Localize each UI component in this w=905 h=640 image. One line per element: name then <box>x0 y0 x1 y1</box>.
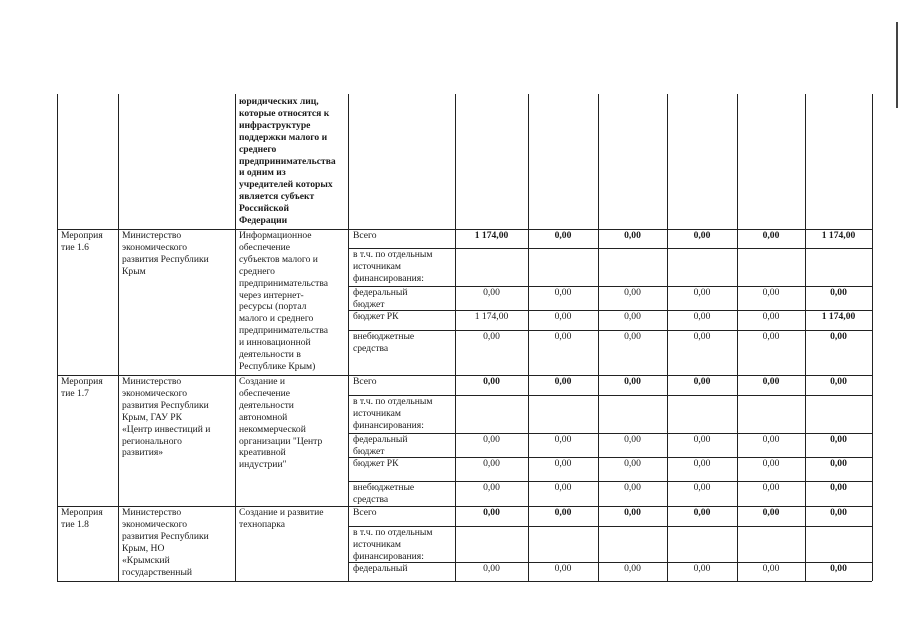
amount-cell: 0,00 <box>554 482 572 493</box>
amount-cell: 0,00 <box>762 458 780 469</box>
amount-cell: 0,00 <box>693 458 711 469</box>
amount-cell: 0,00 <box>554 331 572 342</box>
amount-cell: 0,00 <box>693 376 711 387</box>
executor-text: Министерство экономического развития Республики Крым, НО «Крымский государственный <box>122 507 209 578</box>
amount-cell: 0,00 <box>830 287 847 298</box>
funding-source-label: в т.ч. по отдельным источникам финансирования: <box>353 396 433 431</box>
amount-cell: 1 174,00 <box>821 311 856 322</box>
funding-source-label: федеральный бюджет <box>353 434 408 457</box>
amount-cell: 0,00 <box>483 563 500 574</box>
executor-text: Министерство экономического развития Республики Крым <box>122 230 209 277</box>
amount-cell: 0,00 <box>830 376 847 387</box>
amount-cell: 0,00 <box>762 331 780 342</box>
amount-cell: 0,00 <box>554 563 572 574</box>
amount-cell: 0,00 <box>693 287 711 298</box>
event-label: Мероприя тие 1.8 <box>61 507 103 530</box>
amount-cell: 1 174,00 <box>474 311 509 322</box>
table-vertical-line <box>872 94 873 581</box>
amount-cell: 0,00 <box>624 458 641 469</box>
table-vertical-line <box>348 94 349 581</box>
amount-cell: 0,00 <box>693 563 711 574</box>
amount-cell: 0,00 <box>554 458 572 469</box>
funding-source-label: федеральный бюджет <box>353 287 408 310</box>
description-text: Создание и обеспечение деятельности автономной некоммерческой организации "Центр креативной индустрии" <box>239 376 323 471</box>
amount-cell: 0,00 <box>554 376 572 387</box>
event-label: Мероприя тие 1.7 <box>61 376 103 399</box>
amount-cell: 0,00 <box>554 311 572 322</box>
amount-cell: 0,00 <box>830 458 847 469</box>
amount-cell: 0,00 <box>624 507 641 518</box>
funding-source-label: внебюджетные средства <box>353 482 415 505</box>
amount-cell: 0,00 <box>762 376 780 387</box>
table-vertical-line <box>235 94 236 581</box>
amount-cell: 0,00 <box>624 482 641 493</box>
funding-source-label: бюджет РК <box>353 458 399 469</box>
amount-cell: 0,00 <box>830 507 847 518</box>
description-text: Информационное обеспечение субъектов малого и среднего предпринимательства через интернет- ресурсы (портал малого и среднего предпринимательства и инновационной деятельности в Республике Крым) <box>239 230 329 372</box>
amount-cell: 0,00 <box>762 287 780 298</box>
funding-source-label: федеральный <box>353 563 408 574</box>
description-continuation: юридических лиц, которые относятся к инфраструктуре поддержки малого и среднего предпринимательства и одним из учредителей которых является субъект Российской Федерации <box>239 96 336 227</box>
amount-cell: 0,00 <box>830 563 847 574</box>
amount-cell: 0,00 <box>830 331 847 342</box>
amount-cell: 0,00 <box>693 434 711 445</box>
amount-cell: 0,00 <box>483 507 500 518</box>
amount-cell: 0,00 <box>624 311 641 322</box>
amount-cell: 0,00 <box>830 434 847 445</box>
executor-text: Министерство экономического развития Республики Крым, ГАУ РК «Центр инвестиций и регионального развития» <box>122 376 211 459</box>
funding-source-label: Всего <box>353 507 377 518</box>
page-edge-mark <box>896 22 898 108</box>
amount-cell: 0,00 <box>762 507 780 518</box>
amount-cell: 0,00 <box>693 331 711 342</box>
amount-cell: 0,00 <box>624 376 641 387</box>
amount-cell: 0,00 <box>624 563 641 574</box>
table-horizontal-line <box>57 581 872 582</box>
funding-source-label: внебюджетные средства <box>353 331 415 354</box>
amount-cell: 0,00 <box>554 507 572 518</box>
table-vertical-line <box>57 94 58 581</box>
amount-cell: 0,00 <box>762 434 780 445</box>
amount-cell: 0,00 <box>554 287 572 298</box>
amount-cell: 0,00 <box>483 458 500 469</box>
amount-cell: 0,00 <box>554 434 572 445</box>
amount-cell: 0,00 <box>762 563 780 574</box>
amount-cell: 0,00 <box>693 230 711 241</box>
event-label: Мероприя тие 1.6 <box>61 230 103 253</box>
amount-cell: 0,00 <box>693 311 711 322</box>
funding-source-label: в т.ч. по отдельным источникам финансирования: <box>353 249 433 284</box>
amount-cell: 1 174,00 <box>821 230 856 241</box>
amount-cell: 0,00 <box>762 482 780 493</box>
table-vertical-line <box>118 94 119 581</box>
amount-cell: 0,00 <box>624 434 641 445</box>
description-text: Создание и развитие технопарка <box>239 507 324 530</box>
amount-cell: 0,00 <box>483 482 500 493</box>
amount-cell: 1 174,00 <box>474 230 509 241</box>
funding-source-label: Всего <box>353 376 377 387</box>
amount-cell: 0,00 <box>483 331 500 342</box>
amount-cell: 0,00 <box>624 287 641 298</box>
amount-cell: 0,00 <box>830 482 847 493</box>
amount-cell: 0,00 <box>624 331 641 342</box>
amount-cell: 0,00 <box>483 434 500 445</box>
amount-cell: 0,00 <box>762 230 780 241</box>
amount-cell: 0,00 <box>624 230 641 241</box>
amount-cell: 0,00 <box>693 507 711 518</box>
amount-cell: 0,00 <box>762 311 780 322</box>
amount-cell: 0,00 <box>693 482 711 493</box>
funding-source-label: бюджет РК <box>353 311 399 322</box>
funding-source-label: Всего <box>353 230 377 241</box>
funding-source-label: в т.ч. по отдельным источникам финансирования: <box>353 527 433 562</box>
amount-cell: 0,00 <box>483 287 500 298</box>
amount-cell: 0,00 <box>554 230 572 241</box>
amount-cell: 0,00 <box>483 376 500 387</box>
